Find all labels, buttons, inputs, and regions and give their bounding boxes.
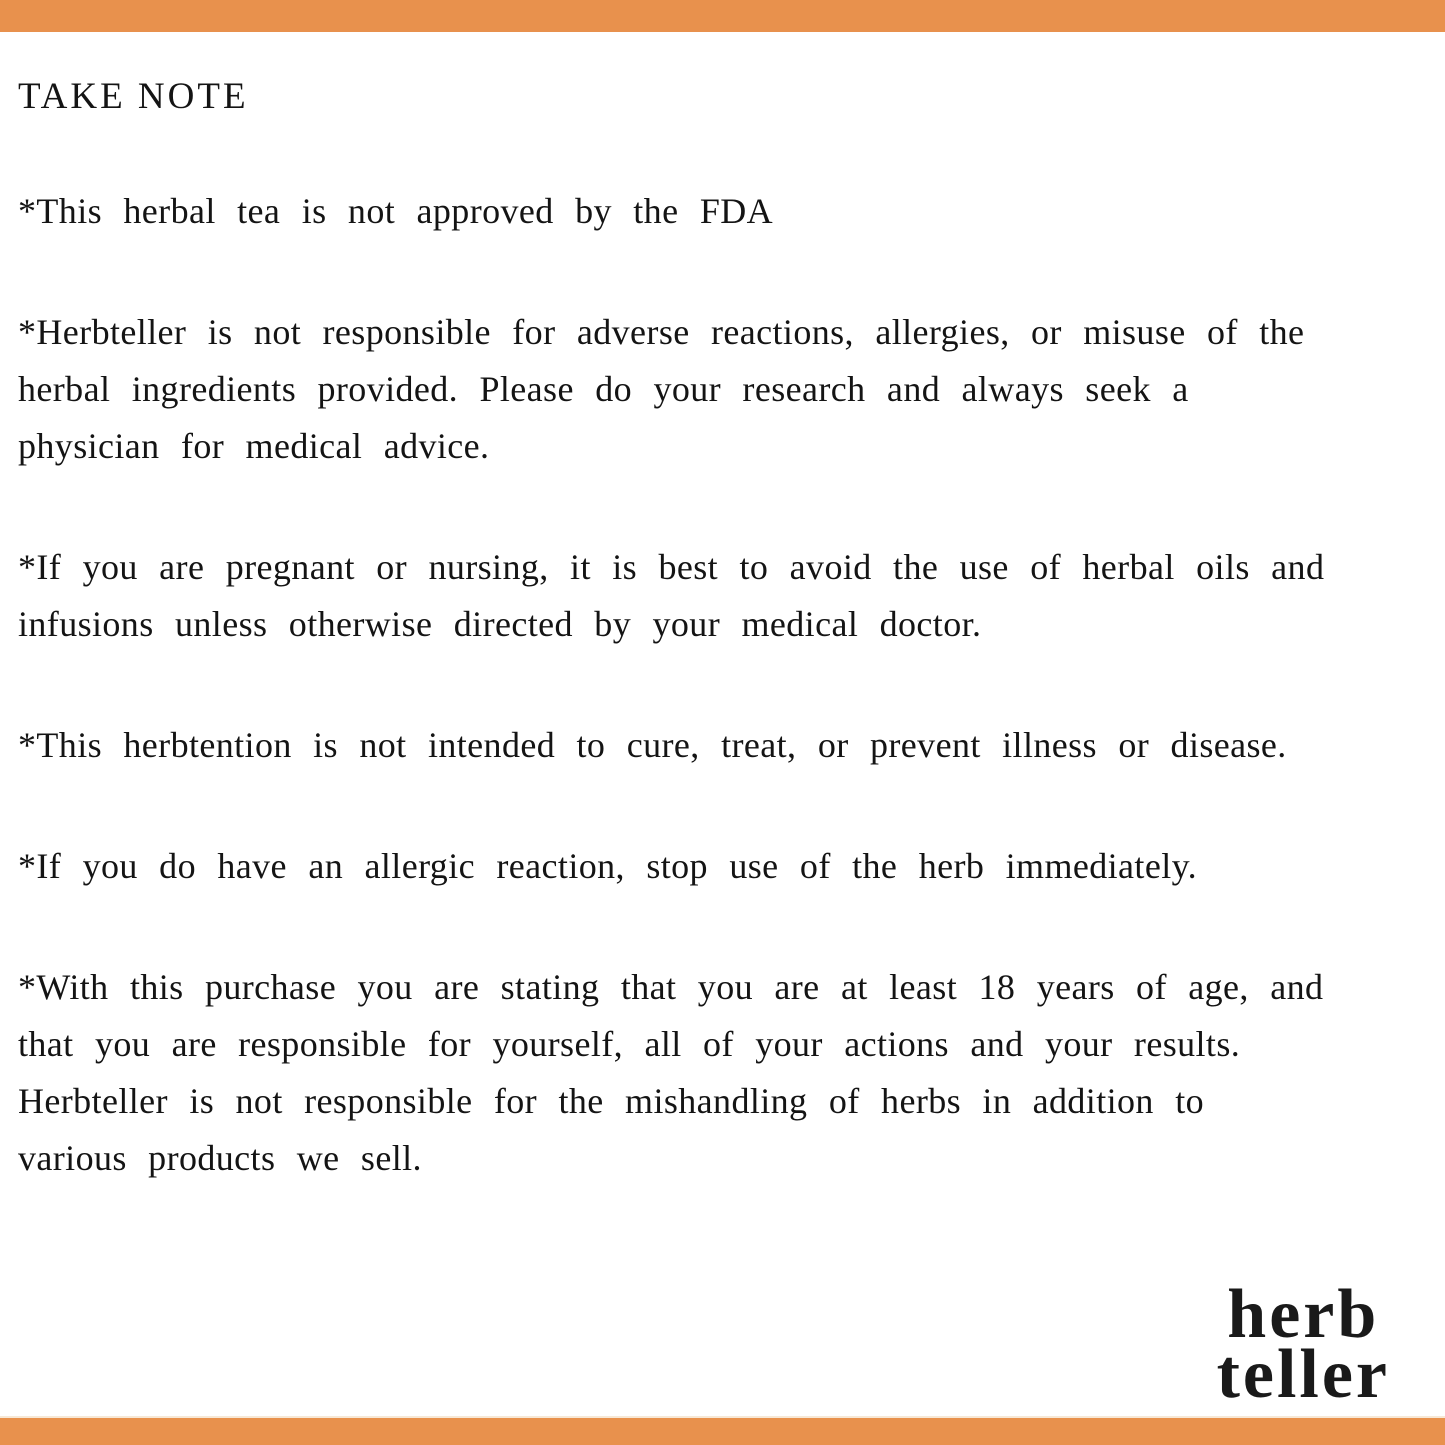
- disclaimer-paragraph: [18, 959, 1409, 1187]
- brand-logo-line-2: teller: [1216, 1336, 1390, 1413]
- disclaimer-line: *With this purchase you are stating that you are at least 18 years of age, and: [18, 967, 1324, 1007]
- disclaimer-paragraph: [18, 183, 1409, 240]
- disclaimer-line: *If you do have an allergic reaction, stop use of the herb immediately.: [18, 846, 1198, 886]
- disclaimer-line: *If you are pregnant or nursing, it is best to avoid the use of herbal oils and: [18, 547, 1325, 587]
- top-accent-bar: [0, 0, 1445, 32]
- disclaimer-line: Herbteller is not responsible for the mishandling of herbs in addition to: [18, 1081, 1205, 1121]
- disclaimer-line: physician for medical advice.: [18, 426, 490, 466]
- brand-logo: [1216, 1276, 1390, 1413]
- disclaimer-line: infusions unless otherwise directed by your medical doctor.: [18, 604, 982, 644]
- disclaimer-line: herbal ingredients provided. Please do your research and always seek a: [18, 369, 1189, 409]
- disclaimer-paragraph: [18, 717, 1409, 774]
- disclaimer-line: *Herbteller is not responsible for adverse reactions, allergies, or misuse of the: [18, 312, 1305, 352]
- disclaimer-paragraph: [18, 838, 1409, 895]
- bottom-bar-fill: [0, 1418, 1445, 1445]
- page-title: TAKE NOTE: [18, 76, 249, 117]
- disclaimer-list: [18, 183, 1409, 1187]
- bottom-accent-bar: [0, 1416, 1445, 1445]
- disclaimer-paragraph: [18, 304, 1409, 475]
- disclaimer-line: *This herbal tea is not approved by the FDA: [18, 191, 774, 231]
- disclaimer-line: *This herbtention is not intended to cure, treat, or prevent illness or disease.: [18, 725, 1287, 765]
- content-area: [0, 32, 1445, 1251]
- disclaimer-line: that you are responsible for yourself, all of your actions and your results.: [18, 1024, 1241, 1064]
- brand-logo-line-1: herb: [1227, 1276, 1380, 1353]
- disclaimer-paragraph: [18, 539, 1409, 653]
- disclaimer-line: various products we sell.: [18, 1138, 422, 1178]
